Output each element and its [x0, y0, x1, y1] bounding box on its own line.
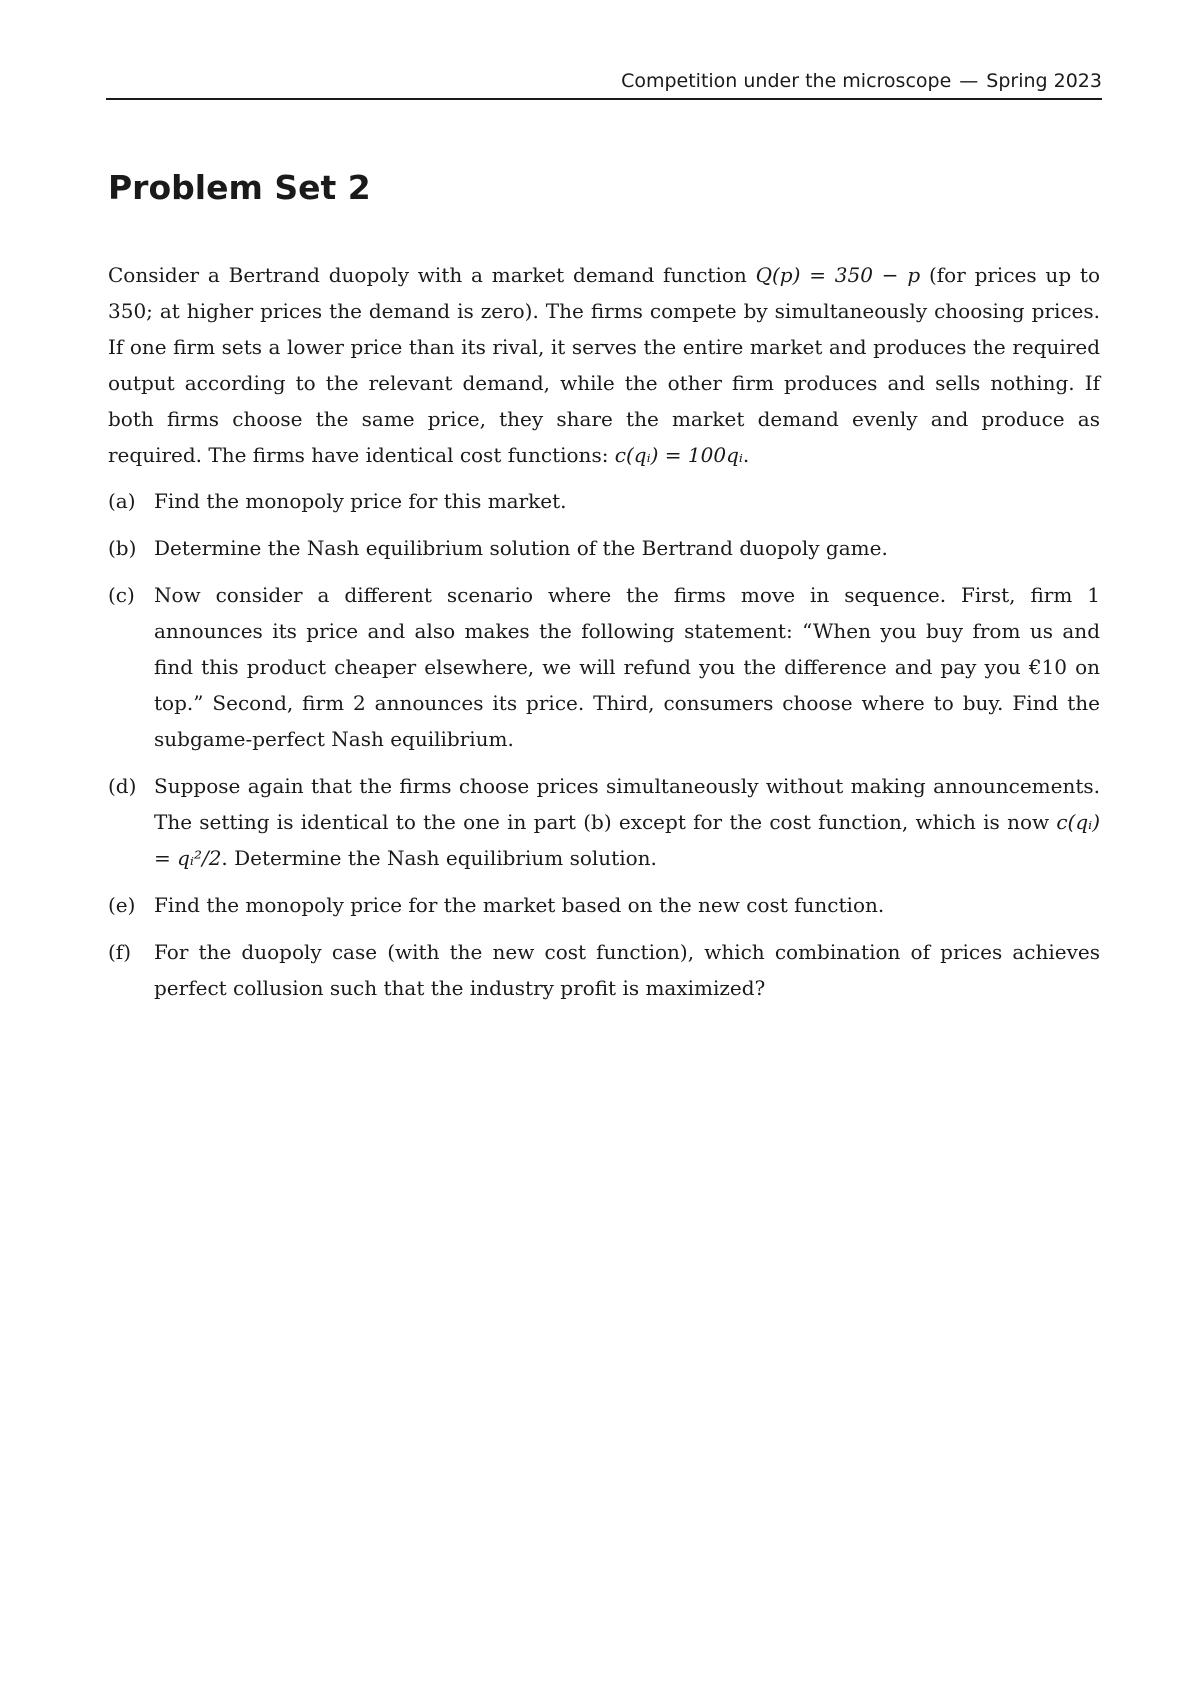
running-header: [106, 70, 1102, 98]
part-label: (f): [108, 940, 132, 964]
part-b: [108, 530, 1100, 566]
part-a: [108, 483, 1100, 519]
part-label: (c): [108, 583, 135, 607]
part-label: (a): [108, 489, 136, 513]
part-c: [108, 577, 1100, 757]
header-rule: [106, 98, 1102, 100]
intro-text-1: Consider a Bertrand duopoly with a market demand function: [108, 263, 756, 287]
demand-formula: Q(p) = 350 − p: [755, 263, 921, 287]
part-d-text-2: . Determine the Nash equilibrium solution.: [221, 846, 657, 870]
part-text: Determine the Nash equilibrium solution of the Bertrand duopoly game.: [154, 536, 888, 560]
header-term: Spring 2023: [986, 70, 1102, 92]
header-separator: —: [959, 70, 979, 92]
intro-paragraph: [108, 257, 1100, 473]
part-d: [108, 768, 1100, 876]
part-text: Find the monopoly price for this market.: [154, 489, 567, 513]
part-text: Now consider a different scenario where the firms move in sequence. First, firm 1 announces its price and also makes the following statement: “When you buy from us and find this product cheaper elsewhere, we will refund you the difference and pay you €10 on top.” Second, firm 2 announces its price. Third, consumers choose where to buy. Find the subgame-perfect Nash equilibrium.: [154, 583, 1100, 751]
cost-formula: c(qᵢ) = 100qᵢ: [614, 443, 743, 467]
part-label: (e): [108, 893, 136, 917]
part-f: [108, 934, 1100, 1006]
part-text: [154, 768, 1100, 876]
intro-text-3: .: [742, 443, 750, 467]
quadratic-cost-formula: c(qᵢ) = qᵢ²/2: [154, 810, 1100, 870]
part-e: [108, 887, 1100, 923]
parts-list: [108, 483, 1100, 1006]
part-label: (b): [108, 536, 137, 560]
intro-text-2: (for prices up to 350; at higher prices the demand is zero). The firms compete by simultaneously choosing prices. If one firm sets a lower price than its rival, it serves the entire market and produces the required output according to the relevant demand, while the other firm produces and sells nothing. If both firms choose the same price, they share the market demand evenly and produce as required. The firms have identical cost functions:: [108, 263, 1101, 467]
page-title: Problem Set 2: [108, 168, 371, 208]
header-course: Competition under the microscope: [621, 70, 952, 92]
part-text: For the duopoly case (with the new cost function), which combination of prices achieves perfect collusion such that the industry profit is maximized?: [154, 940, 1100, 1000]
part-d-text-1: Suppose again that the firms choose prices simultaneously without making announcements. The setting is identical to the one in part (b) except for the cost function, which is now: [154, 774, 1100, 834]
part-text: Find the monopoly price for the market based on the new cost function.: [154, 893, 885, 917]
problem-content: [108, 257, 1100, 1017]
part-label: (d): [108, 774, 137, 798]
